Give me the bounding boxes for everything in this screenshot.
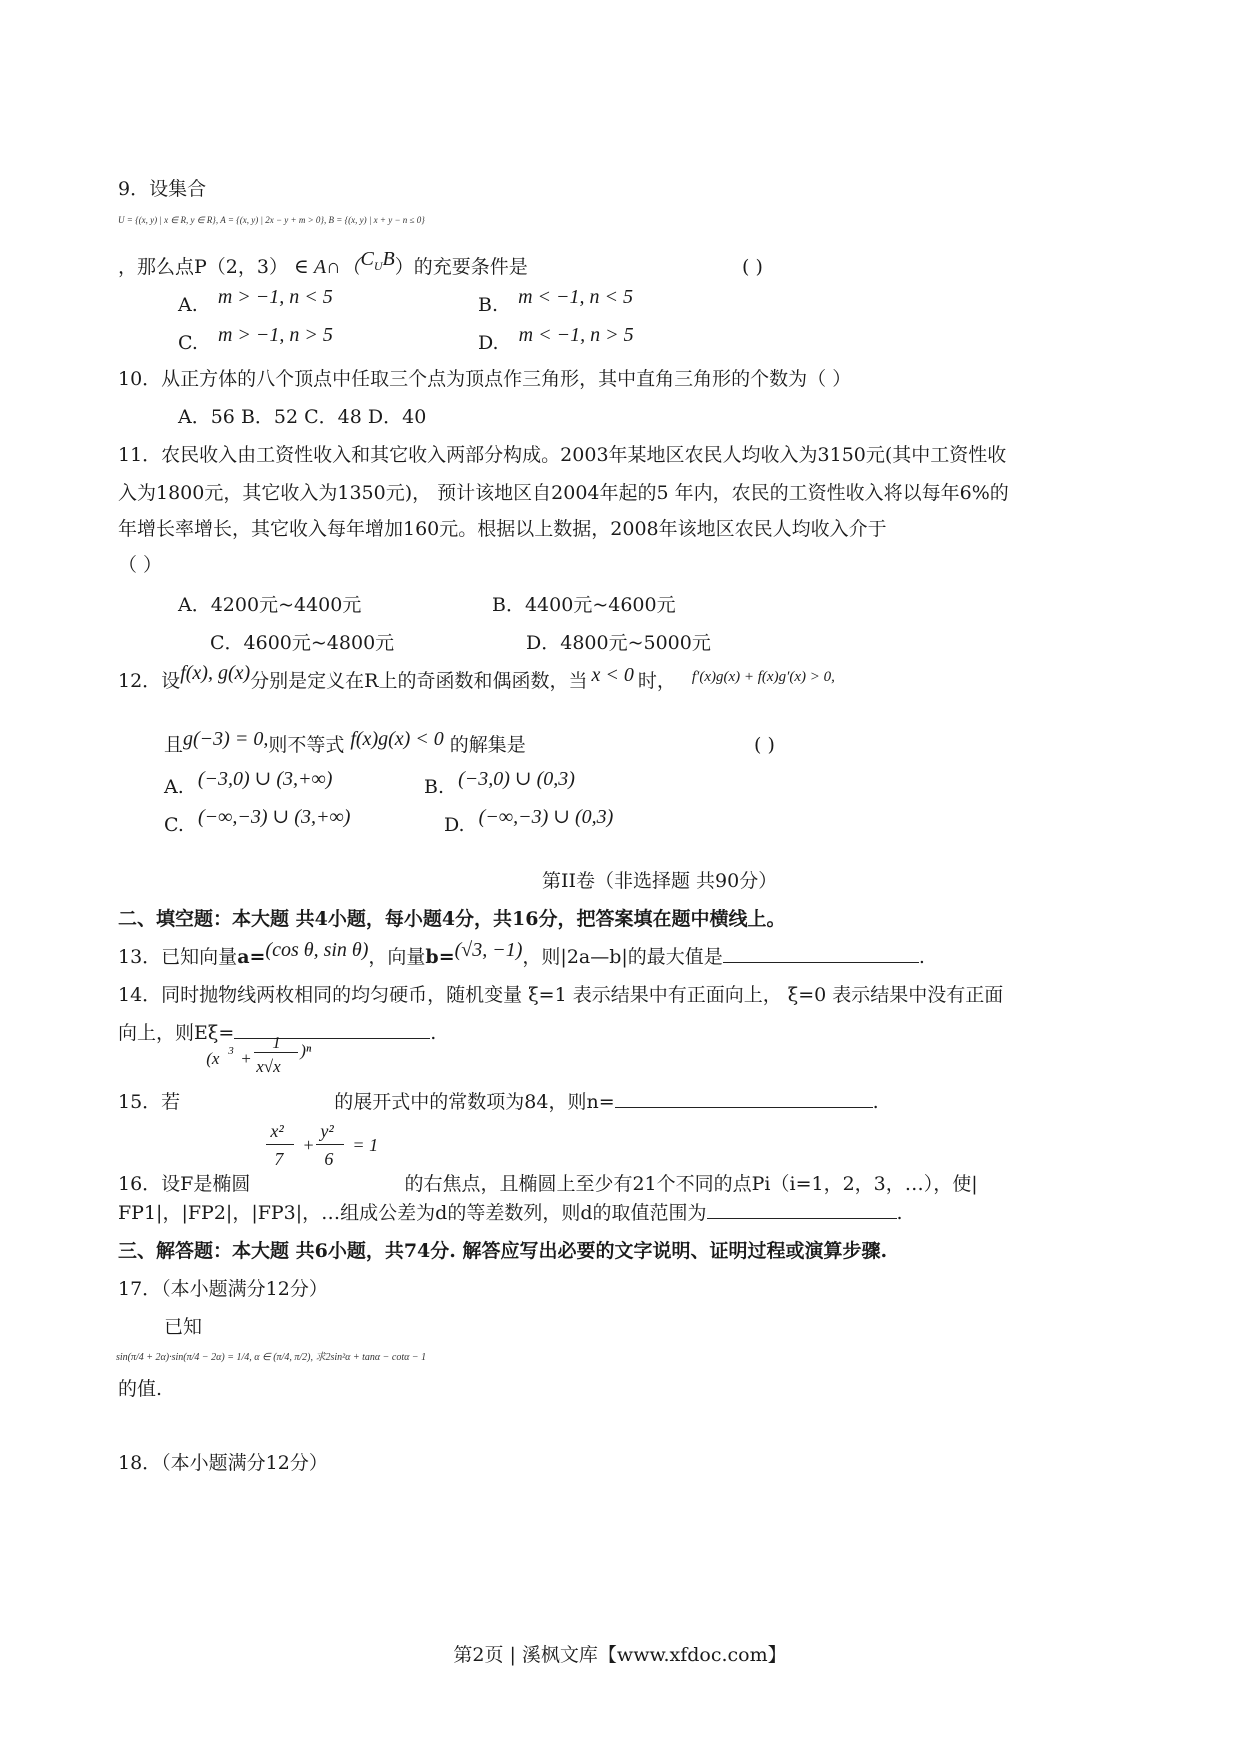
q15-post: 的展开式中的常数项为84，则n= xyxy=(334,1091,615,1113)
q12-pre: 12．设 xyxy=(118,670,181,692)
q9-cu-letter: C xyxy=(360,248,374,270)
q13-line xyxy=(118,939,925,970)
q15-answer-blank[interactable] xyxy=(615,1089,873,1108)
q12-mid: 分别是定义在R上的奇函数和偶函数，当 xyxy=(250,670,588,692)
q12-option-b-label: B. xyxy=(424,776,445,798)
q16-line1 xyxy=(118,1121,978,1197)
q13-b: b= xyxy=(425,946,455,968)
q12-option-b xyxy=(424,768,575,800)
q12-option-d-math: (−∞,−3) ∪ (0,3) xyxy=(478,806,614,828)
q10-options: A．56 B．52 C．48 D．40 xyxy=(178,406,427,428)
q16-line2 xyxy=(118,1200,903,1226)
q15-frac-num: 1 xyxy=(272,1033,281,1052)
q16-d7: 7 xyxy=(274,1149,284,1169)
q12-option-a-label: A. xyxy=(164,776,184,798)
q9-option-b-label: B. xyxy=(478,294,499,316)
q9-option-d-math: m < −1, n > 5 xyxy=(518,324,634,346)
q16-post: 的右焦点，且椭圆上至少有21个不同的点Pi（i=1，2，3，…），使| xyxy=(404,1173,978,1195)
q12-g3: g(−3) = 0, xyxy=(183,728,269,750)
q13-end: . xyxy=(918,946,925,968)
q16-y2: y² xyxy=(320,1121,334,1141)
q15-frac-bar xyxy=(254,1052,298,1053)
q12-fgx: f(x)g(x) < 0 xyxy=(350,728,444,750)
q12-paren: ( ) xyxy=(754,734,775,756)
q14-line2-text: 向上，则Eξ= xyxy=(118,1022,235,1044)
q15-exp3: 3 xyxy=(228,1045,234,1057)
q13-mid: ，向量 xyxy=(368,946,426,968)
q9-option-d-label: D. xyxy=(478,332,499,354)
q11-option-c: C．4600元~4800元 xyxy=(210,632,395,654)
q16-answer-blank[interactable] xyxy=(707,1200,897,1219)
q9-close: ） xyxy=(394,256,414,278)
q12-option-c-math: (−∞,−3) ∪ (3,+∞) xyxy=(197,806,351,828)
q9-cu-b: B xyxy=(382,248,395,270)
q9-element-of-A: ∈ A∩（ xyxy=(294,256,361,278)
q13-answer-blank[interactable] xyxy=(723,944,919,963)
q9-option-a xyxy=(178,286,333,318)
q9-option-b xyxy=(478,286,633,318)
q11-option-a: A．4200元~4400元 xyxy=(178,594,362,616)
q9-option-a-label: A. xyxy=(178,294,198,316)
q9-option-c xyxy=(178,324,333,356)
q9-post: 的充要条件是 xyxy=(413,256,528,278)
q12-option-a xyxy=(164,768,333,800)
q13-b-value: (√3, −1) xyxy=(454,939,523,961)
q12-when: 时， xyxy=(637,670,676,692)
q9-option-b-math: m < −1, n < 5 xyxy=(518,286,633,308)
q16-eq: = 1 xyxy=(352,1135,379,1155)
q14-end: . xyxy=(430,1022,437,1044)
q13-post: ，则|2a—b|的最大值是 xyxy=(522,946,723,968)
q17-known: 已知 xyxy=(164,1316,203,1338)
q12-cond: x < 0 xyxy=(591,664,634,686)
q12-fg: f(x), g(x) xyxy=(180,662,251,684)
q15-plus: + xyxy=(240,1049,252,1068)
q16-pre: 16．设F是椭圆 xyxy=(118,1173,251,1195)
q16-ellipse-eq xyxy=(262,1121,392,1190)
q9-option-c-label: C. xyxy=(178,332,198,354)
q12-line2 xyxy=(164,728,526,758)
q12-line2-b: 则不等式 xyxy=(268,734,345,756)
q18-head: 18．（本小题满分12分） xyxy=(118,1452,328,1474)
q12-line2-a: 且 xyxy=(164,734,184,756)
q15-end: . xyxy=(872,1091,879,1113)
q17-tail: 的值. xyxy=(118,1378,163,1400)
q9-option-c-math: m > −1, n > 5 xyxy=(217,324,333,346)
q9-complement xyxy=(360,248,395,273)
q17-formula: sin(π/4 + 2α)·sin(π/4 − 2α) = 1/4, α ∈ (π/4, π/2), 求2sin²α + tanα − cotα − 1 xyxy=(116,1352,427,1363)
q11-paren: （ ） xyxy=(118,554,163,576)
q9-line2-pre: ，那么点P（2，3） xyxy=(118,256,288,278)
q15-pre: 15．若 xyxy=(118,1091,181,1113)
q16-bar2 xyxy=(316,1144,344,1145)
q11-option-b: B．4400元~4600元 xyxy=(492,594,676,616)
section3-title: 三、解答题：本大题 共6小题，共74分. 解答应写出必要的文字说明、证明过程或演算步骤. xyxy=(118,1240,888,1262)
page-footer: 第2页 | 溪枫文库【www.xfdoc.com】 xyxy=(453,1644,787,1666)
q12-ineq: f′(x)g(x) + f(x)g′(x) > 0, xyxy=(691,669,835,685)
q16-end: . xyxy=(896,1202,903,1224)
q9-paren: ( ) xyxy=(742,256,763,278)
q11-line1: 11．农民收入由工资性收入和其它收入两部分构成。2003年某地区农民人均收入为3150元(其中工资性收 xyxy=(118,444,1007,466)
q12-option-d-label: D. xyxy=(444,814,465,836)
q14-line1: 14．同时抛物线两枚相同的均匀硬币，随机变量 ξ=1 表示结果中有正面向上， ξ=0 表示结果中没有正面 xyxy=(118,984,1004,1006)
q15-exp-n: )ⁿ xyxy=(300,1041,312,1060)
q16-x2: x² xyxy=(270,1121,284,1141)
q12-option-b-math: (−3,0) ∪ (0,3) xyxy=(458,768,575,790)
q15-frac-den: x√x xyxy=(256,1057,281,1076)
q9-stem: 9．设集合 xyxy=(118,178,207,200)
q16-line2-text: FP1|，|FP2|，|FP3|，…组成公差为d的等差数列，则d的取值范围为 xyxy=(118,1202,707,1224)
part2-title: 第II卷（非选择题 共90分） xyxy=(542,870,778,892)
q9-cu-sub: U xyxy=(373,259,383,273)
q16-bar1 xyxy=(266,1144,294,1145)
q9-option-a-math: m > −1, n < 5 xyxy=(217,286,333,308)
q11-line2: 入为1800元，其它收入为1350元)， 预计该地区自2004年起的5 年内，农民的工资性收入将以每年6%的 xyxy=(118,482,1009,504)
section2-title: 二、填空题：本大题 共4小题，每小题4分，共16分，把答案填在题中横线上。 xyxy=(118,908,786,930)
q13-a: a= xyxy=(237,946,266,968)
q12-option-c xyxy=(164,806,351,838)
q11-line3: 年增长率增长，其它收入每年增加160元。根据以上数据，2008年该地区农民人均收入介于 xyxy=(118,518,887,540)
q9-line2 xyxy=(118,248,528,287)
q10-stem: 10．从正方体的八个顶点中任取三个点为顶点作三角形，其中直角三角形的个数为（ ） xyxy=(118,368,852,390)
q13-pre: 13．已知向量 xyxy=(118,946,238,968)
q12-option-d xyxy=(444,806,614,838)
q12-option-a-math: (−3,0) ∪ (3,+∞) xyxy=(197,768,333,790)
q9-option-d xyxy=(478,324,634,356)
q15-expression xyxy=(206,1033,328,1108)
q14-answer-blank[interactable] xyxy=(234,1020,430,1039)
q9-set-definition: U = {(x, y) | x ∈ R, y ∈ R}, A = {(x, y) | 2x − y + m > 0}, B = {(x, y) | x + y − n ≤ 0} xyxy=(118,215,425,225)
q17-head: 17．（本小题满分12分） xyxy=(118,1278,328,1300)
q15-x: (x xyxy=(206,1049,220,1068)
q16-plus: + xyxy=(302,1135,315,1155)
q12-line2-c: 的解集是 xyxy=(449,734,526,756)
q11-option-d: D．4800元~5000元 xyxy=(526,632,711,654)
q12-line1 xyxy=(118,662,835,696)
q13-a-value: (cos θ, sin θ) xyxy=(265,939,369,961)
q16-d6: 6 xyxy=(324,1149,334,1169)
q12-option-c-label: C. xyxy=(164,814,184,836)
